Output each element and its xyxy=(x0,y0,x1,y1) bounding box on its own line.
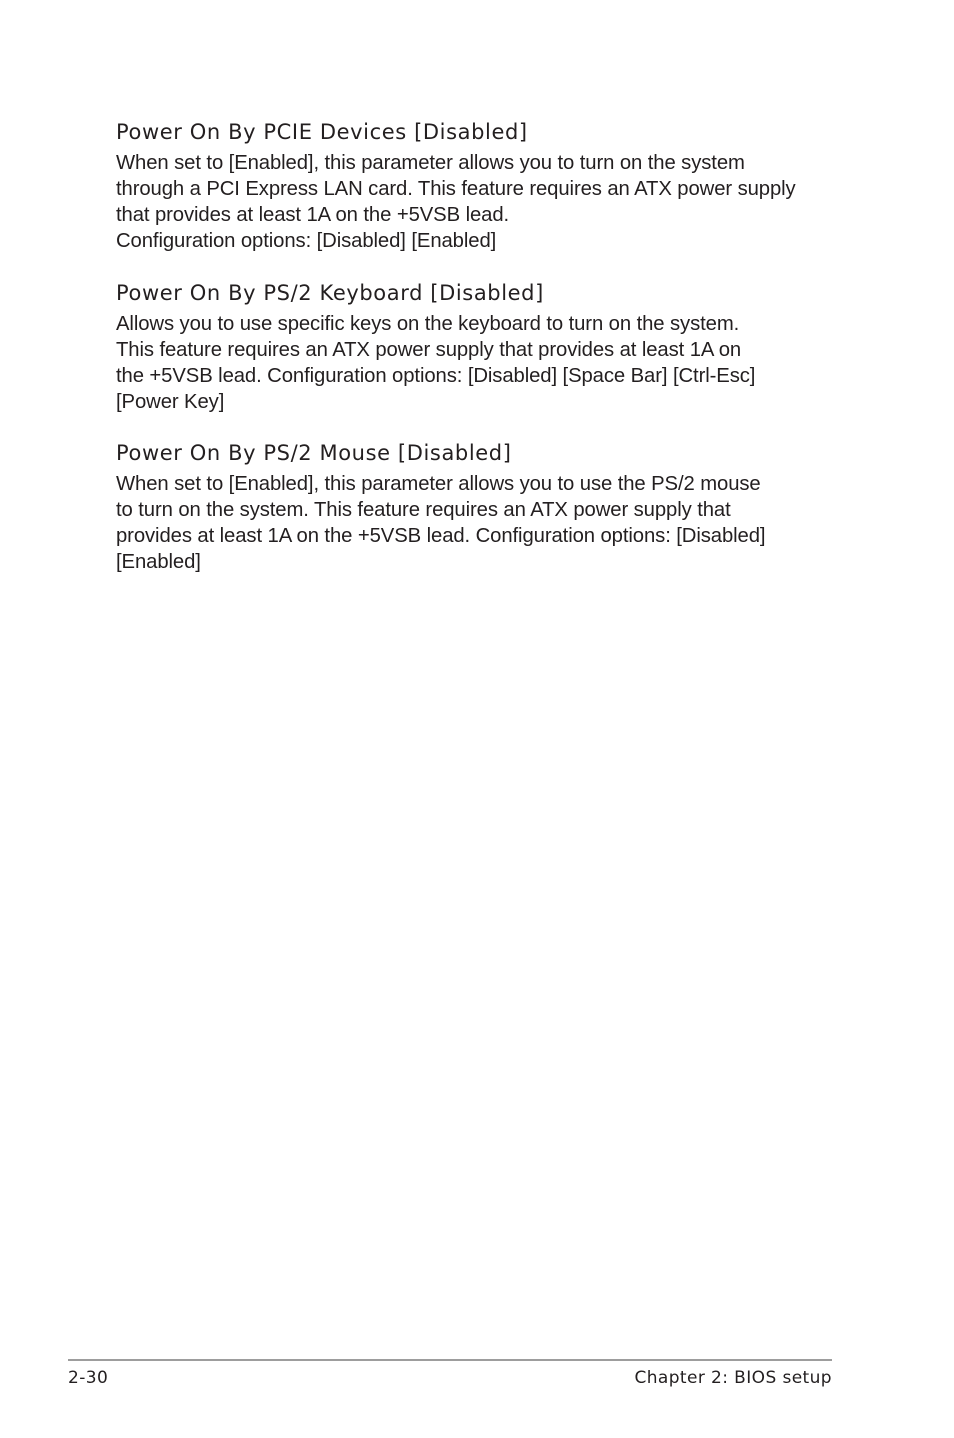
section-title: Power On By PCIE Devices [Disabled] xyxy=(116,120,528,144)
section-title: Power On By PS/2 Mouse [Disabled] xyxy=(116,441,512,465)
section-ps2-keyboard xyxy=(116,279,846,415)
body-line: When set to [Enabled], this parameter allows you to turn on the system xyxy=(116,152,745,174)
body-line: Configuration options: [Disabled] [Enabled] xyxy=(116,230,497,252)
body-line: When set to [Enabled], this parameter allows you to use the PS/2 mouse xyxy=(116,473,761,495)
body-line: [Enabled] xyxy=(116,551,201,573)
body-line: the +5VSB lead. Configuration options: [Disabled] [Space Bar] [Ctrl-Esc] xyxy=(116,365,756,387)
section-body xyxy=(116,150,846,254)
body-line: [Power Key] xyxy=(116,391,225,413)
section-title: Power On By PS/2 Keyboard [Disabled] xyxy=(116,281,544,305)
body-line: to turn on the system. This feature requires an ATX power supply that xyxy=(116,499,731,521)
body-line: Allows you to use specific keys on the keyboard to turn on the system. xyxy=(116,313,740,335)
section-body xyxy=(116,471,846,575)
chapter-label: Chapter 2: BIOS setup xyxy=(634,1368,832,1388)
section-body xyxy=(116,311,846,415)
footer-divider xyxy=(68,1359,832,1361)
body-line: through a PCI Express LAN card. This feature requires an ATX power supply xyxy=(116,178,796,200)
section-pcie-devices xyxy=(116,118,846,254)
body-line: This feature requires an ATX power supply that provides at least 1A on xyxy=(116,339,742,361)
body-line: provides at least 1A on the +5VSB lead. Configuration options: [Disabled] xyxy=(116,525,766,547)
page-number: 2-30 xyxy=(68,1368,109,1388)
body-line: that provides at least 1A on the +5VSB lead. xyxy=(116,204,510,226)
section-ps2-mouse xyxy=(116,439,846,575)
